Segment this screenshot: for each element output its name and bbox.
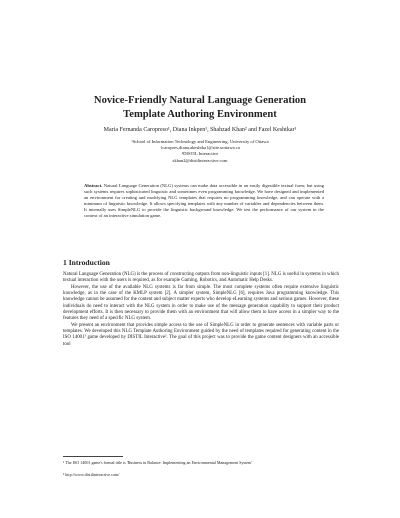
- footnote-divider: [63, 456, 123, 457]
- abstract: [84, 183, 324, 220]
- section-heading-introduction: 1 Introduction: [63, 258, 110, 267]
- affiliation-line-1: ¹School of Information Technology and Engineering, University of Ottawa: [131, 139, 269, 144]
- abstract-label: Abstract.: [84, 183, 103, 188]
- footnote-2: ² http://www.distilinteractive.com/: [63, 472, 120, 477]
- intro-paragraph-2: However, the use of the available NLG systems is far from simple. The most complete systems often require extensive linguistic knowledge, as in the case of the KMLP system [2]. A simpler system, SimpleNLG [6], requires Java programming knowledge. This knowledge cannot be assumed for the content and subject matter experts who develop eLearning systems and serious games. However, these individuals do need to interact with the NLG system in order to make use of the message generation capability to support their product development efforts. It is then necessary to provide them with an environment that will allow them to have access in a simpler way to the features they need of a specific NLG system.: [63, 284, 339, 322]
- affiliations: [100, 139, 300, 164]
- footnote-1: ¹ The ISO 14001 game's formal title is 'Business in Balance: Implementing an Environmental Management System': [63, 460, 253, 465]
- paper-title-line-2: Template Authoring Environment: [123, 109, 277, 120]
- introduction-body: [63, 272, 339, 348]
- affiliation-line-2: {caropres,diana,akeshtka}@site.uottawa.ca: [160, 145, 240, 151]
- paper-title-line-1: Novice-Friendly Natural Language Generation: [93, 95, 307, 106]
- affiliation-line-3: ²DISTIL Interactive: [181, 151, 219, 157]
- intro-paragraph-1: Natural Language Generation (NLG) is the process of constructing outputs from non-linguistic inputs [1]. NLG is useful in systems in which textual interaction with the users is required, as for example Gaming, Robotics, and Automatic Help Desks.: [63, 272, 339, 284]
- intro-paragraph-3: We present an environment that provides simple access to the use of SimpleNLG in order to generate sentences with variable parts or templates. We developed this NLG Template Authoring Environment guided by the need of templates required for generating content in the ISO 14001¹ game developed by DISTIL Interactive². The goal of this project was to provide the game content designers with an accessible tool: [63, 322, 339, 347]
- abstract-text: Natural Language Generation (NLG) systems can make data accessible in an easily digestible textual form; but using such systems requires sophisticated linguistic and sometimes even programming knowledge. We have designed and implemented an environment for creating and modifying NLG templates that requires no programming knowledge, and can operate with a minimum of linguistic knowledge. It allows specifying templates with any number of variables and dependencies between them. It internally uses SimpleNLG to provide the linguistic background knowledge. We test the performance of our system in the context of an interactive simulation game.: [84, 183, 324, 219]
- affiliation-line-4: skhan2@distilinteractive.com: [172, 157, 228, 163]
- author-list: Maria Fernanda Caropreso¹, Diana Inkpen¹, Shahzad Khan² and Fazel Keshtkar¹: [103, 127, 297, 133]
